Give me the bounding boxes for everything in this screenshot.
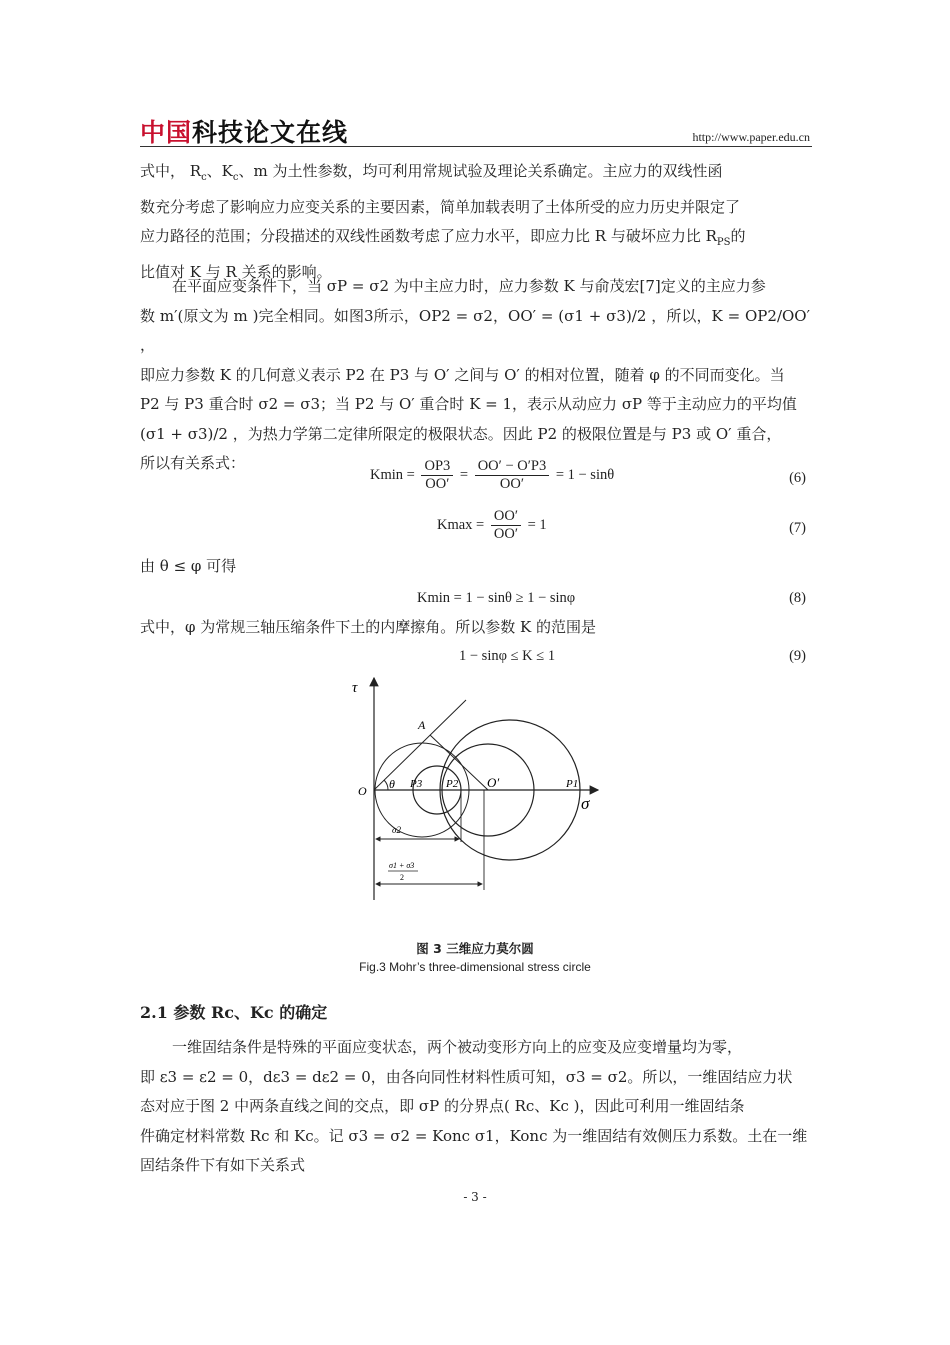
p2-line2: 数 m′(原文为 m )完全相同。如图3所示，OP2 = σ2，OO′ = (σ1 + σ3)/2 ，所以，K = OP2/OO′ ，	[140, 306, 810, 354]
tangent-line	[374, 700, 466, 790]
p2-label: P2	[446, 778, 459, 790]
mohr-circle-figure	[340, 672, 620, 912]
point-a-label: A	[418, 718, 426, 732]
paragraph-2	[140, 272, 810, 479]
p3-line4: 件确定材料常数 Rc 和 Kc。记 σ3 = σ2 = Konc σ1，Konc 为一维固结有效侧压力系数。土在一维	[140, 1126, 808, 1145]
dim-mean-numerator: σ1 + σ3	[389, 861, 415, 870]
p3-line2: 即 ε3 = ε2 = 0，dε3 = dε2 = 0，由各向同性材料性质可知，σ3 = σ2。所以，一维固结应力状	[140, 1067, 793, 1086]
p2-line1: 在平面应变条件下，当 σP = σ2 为中主应力时，应力参数 K 与俞茂宏[7]定义的主应力参	[172, 277, 766, 295]
dim-mean-denominator: 2	[400, 873, 404, 882]
header-rule	[140, 146, 812, 147]
figure-caption-en: Fig.3 Mohr’s three-dimensional stress circle	[359, 960, 591, 974]
p2-line4: P2 与 P3 重合时 σ2 = σ3；当 P2 与 O′ 重合时 K = 1，表示从动应力 σP 等于主动应力的平均值	[140, 395, 797, 413]
p2-line6: 所以有关系式：	[140, 454, 246, 472]
oprime-label: O′	[487, 775, 500, 790]
tau-label: τ	[352, 680, 358, 696]
page-number: - 3 -	[463, 1190, 487, 1204]
theta-label: θ	[389, 777, 395, 791]
dim-sigma2-label: σ2	[392, 825, 401, 835]
p1-line4: 比值对 K 与 R 关系的影响。	[140, 262, 332, 281]
p3-line5: 固结条件下有如下关系式	[140, 1156, 306, 1174]
origin-label: O	[358, 784, 367, 798]
sigma-label: σ	[581, 794, 590, 813]
after-eq8-line: 式中，φ 为常规三轴压缩条件下土的内摩擦角。所以参数 K 的范围是	[140, 618, 597, 636]
equation-6: Kmin = $\frac{OP3}{OO'}$ = $\frac{OO' - O'P3}{OO'}$ = 1 − sinθ (6)	[370, 458, 806, 492]
section-heading: 2.1 参数 Rc、Kc 的确定	[140, 1003, 328, 1022]
p2-line3: 即应力参数 K 的几何意义表示 P2 在 P3 与 O′ 之间与 O′ 的相对位置，随着 φ 的不同而变化。当	[140, 365, 785, 384]
eq6-number: (6)	[789, 470, 806, 486]
theta-arc	[384, 780, 388, 790]
p1-line3: 应力路径的范围；分段描述的双线性函数考虑了应力水平，即应力比 R 与破坏应力比 $R_{PS}$的	[140, 227, 746, 248]
figure-caption-cn: 图 3 三维应力莫尔圆	[416, 941, 534, 956]
logo-red-part: 中国	[140, 118, 193, 147]
paragraph-3	[140, 1033, 810, 1181]
p3-line3: 态对应于图 2 中两条直线之间的交点，即 σP 的分界点( Rc、Kc )，因此可利用一维固结条	[140, 1097, 745, 1115]
p2-line5: (σ1 + σ3)/2 ，为热力学第二定律所限定的极限状态。因此 P2 的极限位置是与 P3 或 O′ 重合，	[140, 424, 782, 443]
p1-label: P1	[566, 778, 579, 790]
paragraph-1	[140, 157, 810, 287]
header-url[interactable]: http://www.paper.edu.cn	[692, 130, 810, 144]
equation-7: Kmax = $\frac{OO'}{OO'}$ = 1 (7)	[437, 508, 806, 542]
p3-label: P3	[410, 778, 423, 790]
p1-line2: 数充分考虑了影响应力应变关系的主要因素，简单加载表明了土体所受的应力历史并限定了	[140, 197, 741, 216]
p1-line1: 式中， $R_c$、$K_c$、m 为土性参数，均可利用常规试验及理论关系确定。主应力的双线性函	[140, 162, 723, 183]
site-logo	[140, 113, 348, 149]
condition-line: 由 θ ≤ φ 可得	[140, 557, 237, 575]
eq7-number: (7)	[789, 520, 806, 536]
p3-line1: 一维固结条件是特殊的平面应变状态，两个被动变形方向上的应变及应变增量均为零，	[172, 1038, 743, 1056]
logo-black-part: 科技论文在线	[192, 118, 349, 147]
